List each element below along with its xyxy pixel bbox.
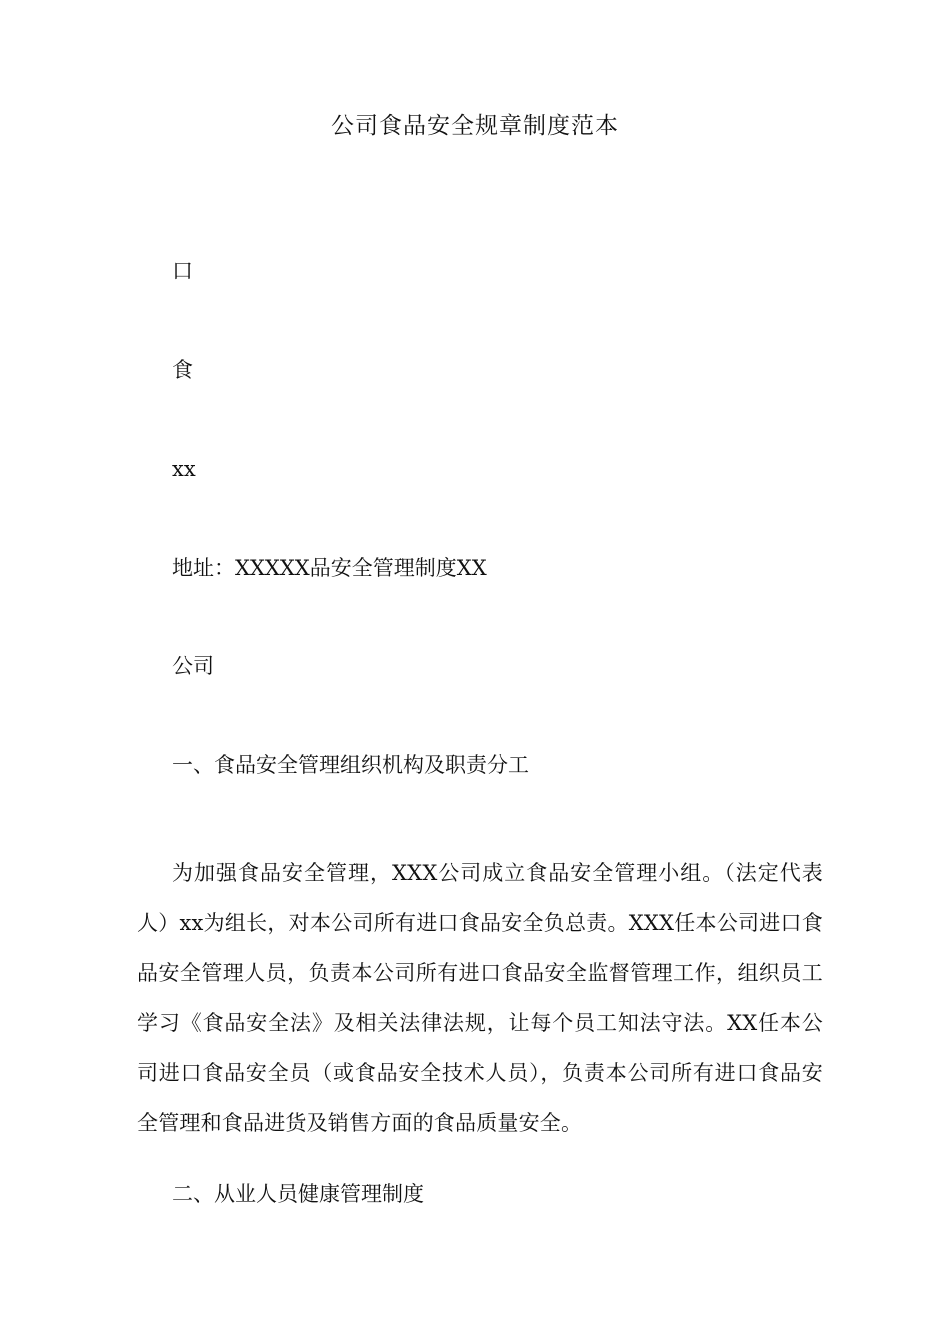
document-title: 公司食品安全规章制度范本: [331, 113, 619, 139]
line-shi: 食: [172, 358, 193, 382]
section-1-paragraph: 为加强食品安全管理，XXX公司成立食品安全管理小组。（法定代表人）xx为组长，对本公司所有进口食品安全负总责。XXX任本公司进口食品安全管理人员，负责本公司所有进口食品安全监督管理工作，组织员工学习《食品安全法》及相关法律法规，让每个员工知法守法。XX任本公司进口食品安全员（或食品安全技术人员），负责本公司所有进口食品安全管理和食品进货及销售方面的食品质量安全。: [137, 861, 823, 1135]
address-line: 地址：XXXXX品安全管理制度XX: [172, 556, 487, 580]
line-kou: 口: [172, 259, 193, 283]
section-1-heading: 一、食品安全管理组织机构及职责分工: [172, 753, 529, 777]
section-2-heading: 二、从业人员健康管理制度: [172, 1182, 424, 1206]
line-xx: xx: [172, 457, 196, 481]
line-company: 公司: [172, 654, 214, 678]
